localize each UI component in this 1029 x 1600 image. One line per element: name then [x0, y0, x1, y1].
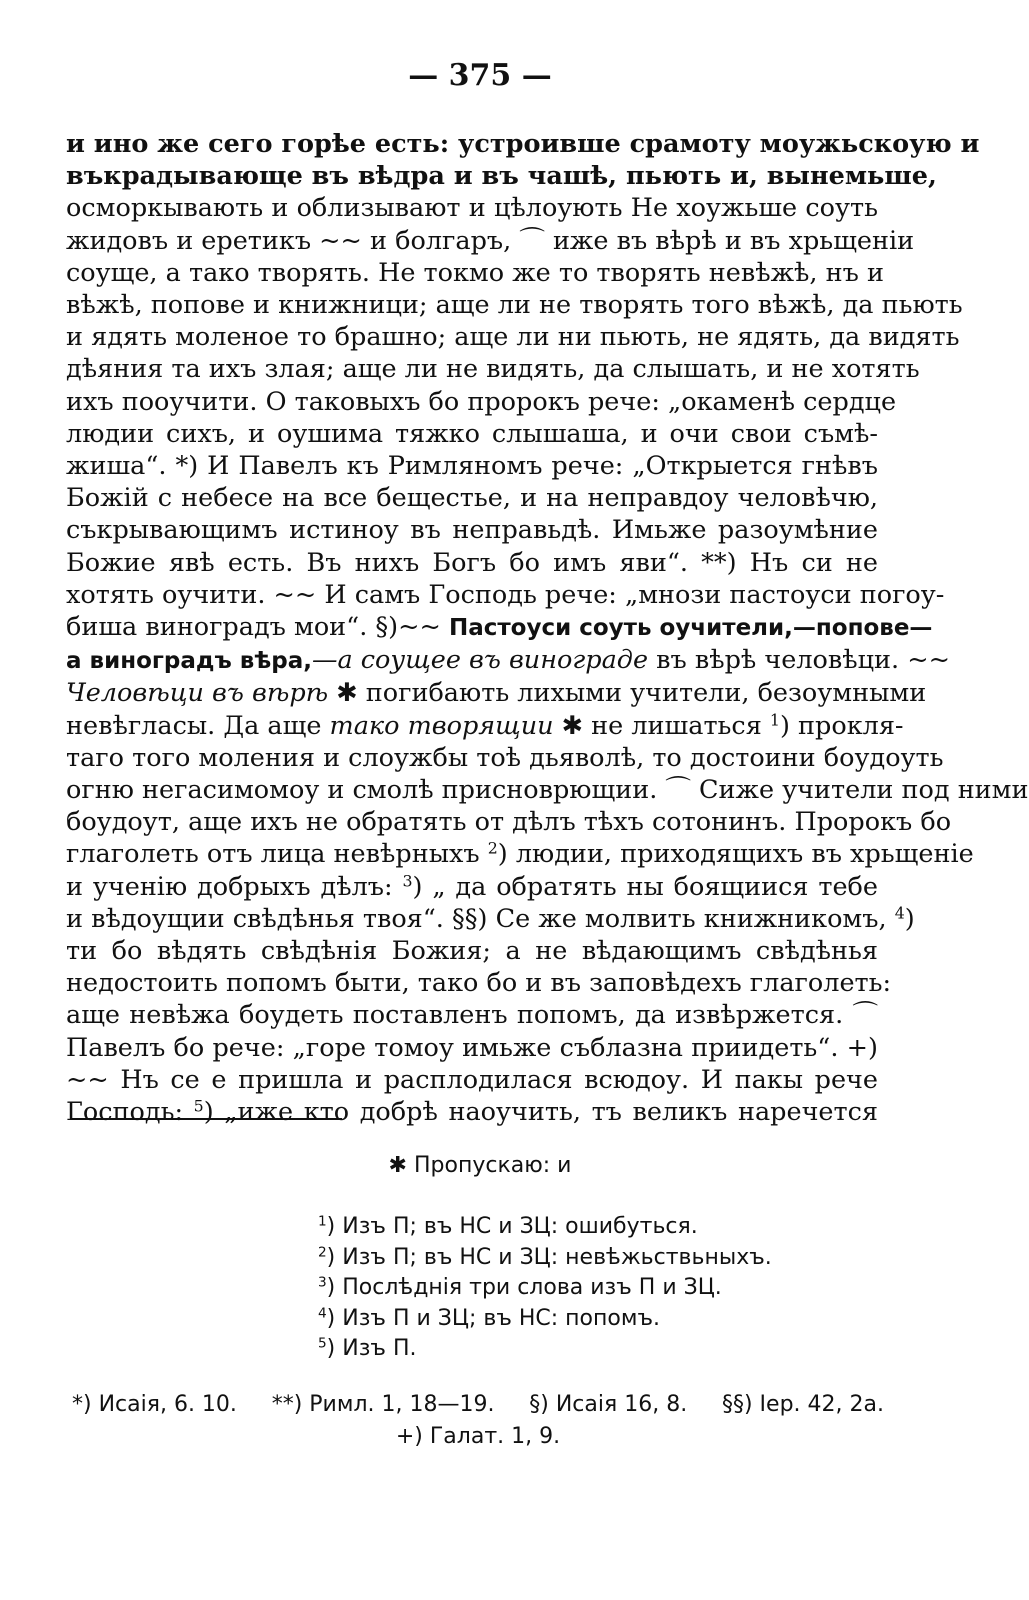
footnote-number: 4 — [318, 1305, 327, 1321]
footnote-divider — [72, 1118, 342, 1120]
text-run: ) людии, приходящихъ въ хрьщеніе — [497, 839, 974, 870]
text-run: ) — [904, 903, 915, 934]
bold-gloss: Пастоуси соуть оучители,—попове— — [448, 615, 933, 642]
reference-row — [72, 1389, 884, 1421]
page-number: — 375 — — [408, 58, 552, 93]
text-line: въкрадывающе въ вѣдра и въ чашѣ, пьють и, вынемьше, — [66, 161, 937, 192]
footnote-text: ) Изъ П и ЗЦ; въ НС: попомъ. — [326, 1305, 660, 1331]
text-line: и ино же сего горѣе есть: устроивше срамоту моужьскоую и — [66, 129, 980, 159]
text-run: въ вѣрѣ человѣци. ~~ — [648, 645, 950, 676]
omission-star-icon: ✱ — [388, 1153, 407, 1178]
footnote-text: ) Изъ П; въ НС и ЗЦ: невѣжьствьныхъ. — [326, 1244, 772, 1270]
text-line: хотять оучити. ~~ И самъ Господь рече: „мнози пастоуси погоу- — [66, 579, 945, 610]
text-line — [66, 611, 933, 644]
text-run: и ученію добрыхъ дѣлъ: — [66, 871, 403, 902]
text-line: боудоут, аще ихъ не обратять от дѣлъ тѣхъ сотонинъ. Пророкъ бо — [66, 807, 952, 838]
omission-star-icon: ✱ — [553, 710, 592, 741]
text-line — [66, 838, 974, 870]
text-run: глаголеть отъ лица невѣрныхъ — [66, 839, 488, 870]
text-line: жидовъ и еретикъ ~~ и болгаръ, ⌒ иже въ вѣрѣ и въ хрьщеніи — [66, 225, 915, 256]
footnote-marker: 5 — [193, 1096, 204, 1116]
text-run: и вѣдоущии свѣдѣнья твоя“. §§) Се же молвить книжникомъ, — [66, 903, 895, 934]
footnote-header — [0, 1153, 960, 1178]
text-line: огню негасимомоу и смолѣ присноврющии. ⌒ Сиже учители под ними — [66, 775, 1029, 806]
text-run: погибають лихыми учители, безоумными — [365, 678, 927, 709]
text-line: осморкывають и облизывают и цѣлоують Не хоужьше соуть — [66, 193, 878, 224]
italic-gloss: тако творящии — [329, 710, 554, 741]
footnote-item — [318, 1334, 918, 1365]
text-run: ) прокля- — [779, 710, 904, 741]
text-run: ) „ да обратять ны боящиися тебе — [412, 871, 878, 902]
text-run: не лишаться — [591, 710, 770, 741]
bold-gloss: а виноградъ вѣра, — [66, 648, 312, 675]
reference-item: **) Римл. 1, 18—19. — [271, 1392, 495, 1417]
italic-gloss: Человѣци въ вѣрѣ — [66, 678, 329, 709]
reference-item: §§) Іер. 42, 2а. — [721, 1392, 884, 1417]
footnote-item — [318, 1212, 918, 1243]
text-line: недостоить попомъ быти, тако бо и въ заповѣдехъ глаголеть: — [66, 968, 892, 999]
text-line: Павелъ бо рече: „горе томоу имьже съблазна приидеть“. +) — [66, 1032, 878, 1063]
footnote-text: ) Послѣднія три слова изъ П и ЗЦ. — [326, 1275, 722, 1300]
text-line: людии сихъ, и оушима тяжко слышаша, и очи свои съмѣ- — [66, 418, 878, 449]
text-line — [66, 1096, 878, 1128]
text-line: вѣжѣ, попове и книжници; аще ли не творять того вѣжѣ, да пьють — [66, 290, 963, 321]
footnote-text: ) Изъ П. — [326, 1336, 417, 1361]
text-run: ) „иже кто добрѣ наоучить, тъ великъ наречется — [203, 1097, 878, 1128]
text-line: ~~ Нъ се е пришла и расплодилася всюдоу. И пакы рече — [66, 1064, 878, 1095]
footnote-marker: 3 — [402, 870, 413, 890]
text-line: Божій с небесе на все бещестье, и на неправдоу человѣчю, — [66, 483, 878, 514]
text-run: биша виноградъ мои“. §)~~ — [66, 612, 449, 643]
text-run: невѣгласы. Да аще — [66, 710, 330, 741]
footnote-number: 3 — [318, 1274, 327, 1291]
text-line: аще невѣжа боудеть поставленъ попомъ, да извѣржется. ⌒ — [66, 1000, 878, 1031]
text-line: соуще, а тако творять. Не токмо же то творять невѣжѣ, нъ и — [66, 257, 884, 288]
omission-star-icon: ✱ — [328, 678, 366, 709]
text-line — [66, 677, 927, 709]
text-run: Господь: — [66, 1097, 194, 1128]
text-line: ихъ пооучити. О таковыхъ бо пророкъ рече: „окаменѣ сердце — [66, 386, 897, 417]
text-line: Божие явѣ есть. Въ нихъ Богъ бо имъ яви“. **) Нъ си не — [66, 547, 878, 578]
footnote-marker: 4 — [894, 903, 905, 923]
footnote-list — [318, 1212, 918, 1365]
footnote-header-text: Пропускаю: и — [413, 1153, 572, 1178]
text-line: ти бо вѣдять свѣдѣнія Божия; а не вѣдающимъ свѣдѣнья — [66, 936, 878, 967]
footnote-marker: 1 — [769, 709, 780, 729]
footnote-item — [318, 1243, 918, 1274]
reference-item: *) Исаія, 6. 10. — [72, 1392, 237, 1417]
reference-item: +) Галат. 1, 9. — [395, 1424, 561, 1449]
scripture-references — [72, 1389, 884, 1453]
text-line: и ядять моленое то брашно; аще ли ни пьють, не ядять, да видять — [66, 322, 960, 353]
footnote-number: 2 — [318, 1244, 327, 1260]
footnote-text: ) Изъ П; въ НС и ЗЦ: ошибуться. — [326, 1214, 698, 1239]
footnote-number: 1 — [318, 1213, 327, 1230]
italic-gloss: —а соущее въ винограде — [311, 645, 649, 676]
text-line — [66, 644, 950, 677]
text-line: дѣяния та ихъ злая; аще ли не видять, да слышать, и не хотять — [66, 354, 920, 385]
text-line — [66, 903, 915, 935]
footnote-number: 5 — [318, 1335, 327, 1352]
text-line: таго того моления и слоужбы тоѣ дьяволѣ, то достоини боудоуть — [66, 742, 944, 773]
footnote-item — [318, 1304, 918, 1335]
footnote-marker: 2 — [487, 838, 498, 858]
footnote-item — [318, 1273, 918, 1304]
main-text — [66, 128, 1029, 1128]
text-line: жиша“. *) И Павелъ къ Римляномъ рече: „Открыется гнѣвъ — [66, 451, 878, 482]
text-line: съкрывающимъ истиноу въ неправьдѣ. Имьже разоумѣние — [66, 515, 878, 546]
text-line — [66, 709, 904, 742]
reference-item: §) Исаія 16, 8. — [529, 1392, 688, 1417]
text-line — [66, 871, 878, 903]
